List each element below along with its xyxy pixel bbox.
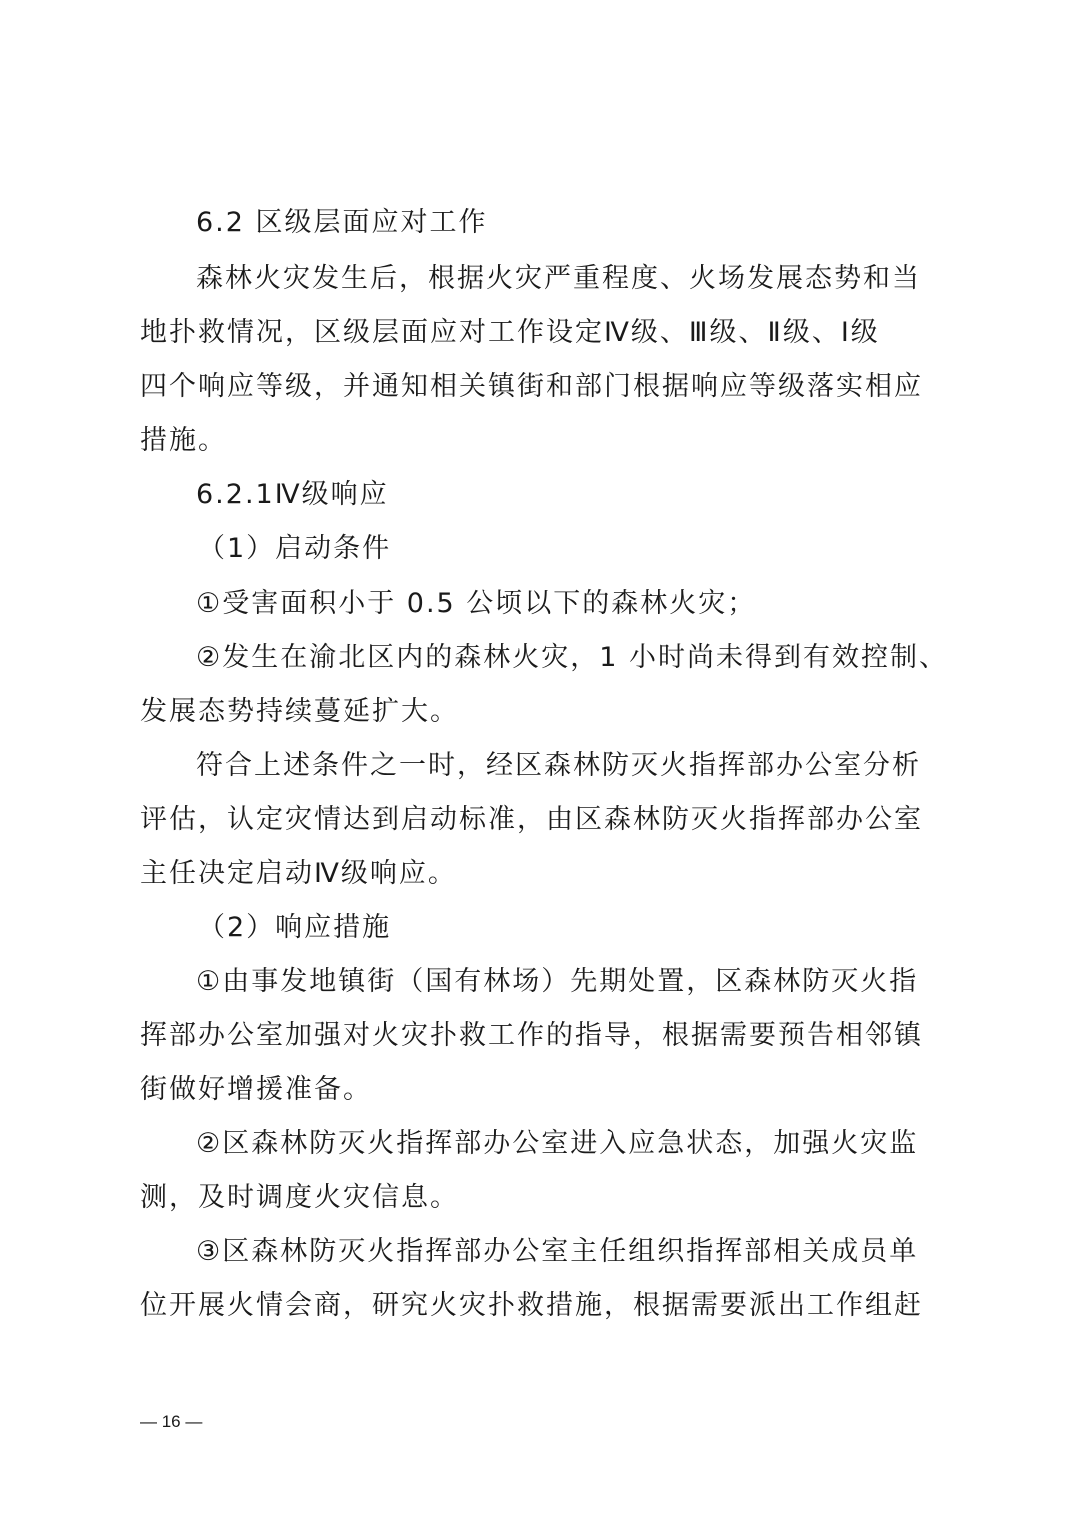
paragraph-line: 四个响应等级，并通知相关镇街和部门根据响应等级落实相应 — [140, 371, 923, 402]
measure-line: 测，及时调度火灾信息。 — [140, 1182, 459, 1213]
measure-line: ②区森林防灭火指挥部办公室进入应急状态，加强火灾监 — [196, 1128, 919, 1159]
measure-line: ③区森林防灭火指挥部办公室主任组织指挥部相关成员单 — [196, 1236, 919, 1267]
paragraph-line: 符合上述条件之一时，经区森林防灭火指挥部办公室分析 — [196, 750, 921, 781]
item-title: （1）启动条件 — [198, 533, 392, 564]
page-number: — 16 — — [140, 1412, 203, 1431]
condition-line: ①受害面积小于 0.5 公顷以下的森林火灾； — [196, 588, 757, 619]
measure-line: 街做好增援准备。 — [140, 1074, 372, 1105]
section-heading: 6.2 区级层面应对工作 — [196, 207, 488, 238]
measure-line: 位开展火情会商，研究火灾扑救措施，根据需要派出工作组赶 — [140, 1290, 923, 1321]
condition-line: ②发生在渝北区内的森林火灾，1 小时尚未得到有效控制、 — [196, 642, 948, 673]
item-title: （2）响应措施 — [198, 912, 392, 943]
measure-line: 挥部办公室加强对火灾扑救工作的指导，根据需要预告相邻镇 — [140, 1020, 923, 1051]
paragraph-line: 地扑救情况，区级层面应对工作设定Ⅳ级、Ⅲ级、Ⅱ级、Ⅰ级 — [140, 317, 880, 348]
paragraph-line: 主任决定启动Ⅳ级响应。 — [140, 858, 457, 889]
paragraph-line: 措施。 — [140, 425, 227, 456]
paragraph-line: 森林火灾发生后，根据火灾严重程度、火场发展态势和当 — [196, 263, 921, 294]
paragraph-line: 评估，认定灾情达到启动标准，由区森林防灭火指挥部办公室 — [140, 804, 923, 835]
condition-line: 发展态势持续蔓延扩大。 — [140, 696, 459, 727]
subsection-heading: 6.2.1Ⅳ级响应 — [196, 479, 389, 510]
measure-line: ①由事发地镇街（国有林场）先期处置，区森林防灭火指 — [196, 966, 919, 997]
